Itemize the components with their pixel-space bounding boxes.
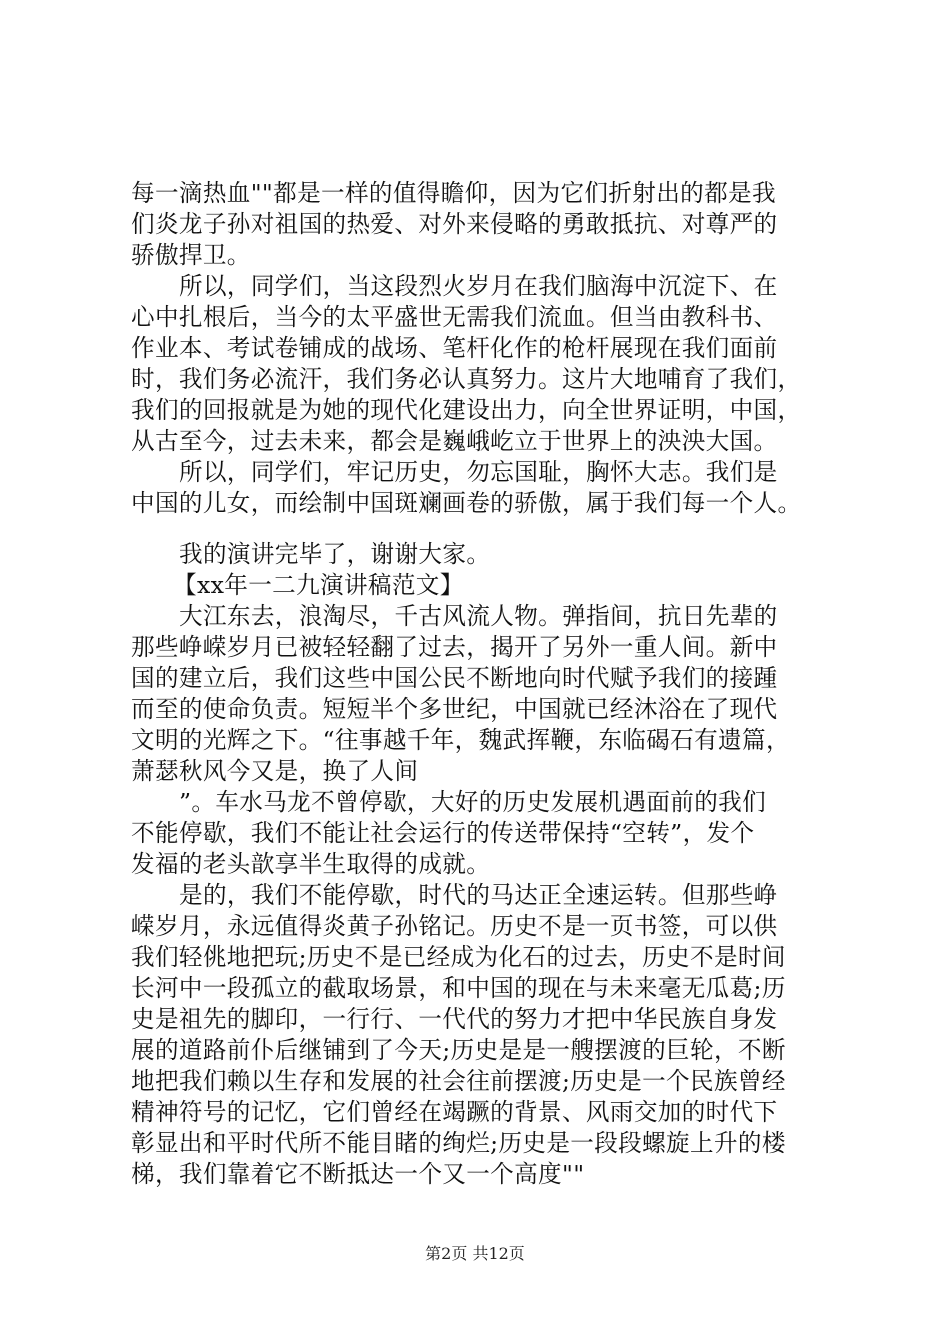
paragraph-line: 大江东去，浪淘尽，千古风流人物。弹指间，抗日先辈的 <box>179 602 778 630</box>
paragraph-line: 发福的老头歆享半生取得的成就。 <box>131 850 491 878</box>
paragraph-line: 梯，我们靠着它不断抵达一个又一个高度"" <box>131 1160 585 1188</box>
paragraph-line: 我们的回报就是为她的现代化建设出力，向全世界证明，中国， <box>131 396 802 424</box>
paragraph-line: 而至的使命负责。短短半个多世纪，中国就已经沐浴在了现代 <box>131 695 778 723</box>
paragraph-line: 所以，同学们，牢记历史，勿忘国耻，胸怀大志。我们是 <box>179 458 778 486</box>
paragraph-line: 长河中一段孤立的截取场景，和中国的现在与未来毫无瓜葛;历 <box>131 974 786 1002</box>
paragraph-line: 时，我们务必流汗，我们务必认真努力。这片大地哺育了我们， <box>131 365 802 393</box>
paragraph-line: 嵘岁月，永远值得炎黄子孙铭记。历史不是一页书签，可以供 <box>131 912 778 940</box>
paragraph-line: 展的道路前仆后继铺到了今天;历史是是一艘摆渡的巨轮，不断 <box>131 1036 786 1064</box>
paragraph-line: 精神符号的记忆，它们曾经在竭蹶的背景、风雨交加的时代下 <box>131 1098 778 1126</box>
paragraph-line: 史是祖先的脚印，一行行、一代代的努力才把中华民族自身发 <box>131 1005 778 1033</box>
paragraph-line: 骄傲捍卫。 <box>131 241 251 269</box>
paragraph-line: 心中扎根后，当今的太平盛世无需我们流血。但当由教科书、 <box>131 303 778 331</box>
paragraph-line: 不能停歇，我们不能让社会运行的传送带保持“空转”，发个 <box>131 819 755 847</box>
paragraph-line: 那些峥嵘岁月已被轻轻翻了过去，揭开了另外一重人间。新中 <box>131 633 778 661</box>
paragraph-line: 所以，同学们，当这段烈火岁月在我们脑海中沉淀下、在 <box>179 272 778 300</box>
paragraph-line: 我们轻佻地把玩;历史不是已经成为化石的过去，历史不是时间 <box>131 943 786 971</box>
paragraph-line: 地把我们赖以生存和发展的社会往前摆渡;历史是一个民族曾经 <box>131 1067 786 1095</box>
paragraph-line: 国的建立后，我们这些中国公民不断地向时代赋予我们的接踵 <box>131 664 778 692</box>
paragraph-line: 文明的光辉之下。“往事越千年，魏武挥鞭，东临碣石有遗篇， <box>131 726 790 754</box>
paragraph-line: 萧瑟秋风今又是，换了人间 <box>131 757 419 785</box>
page-number-footer: 第2页 共12页 <box>425 1244 525 1263</box>
paragraph-line: 作业本、考试卷铺成的战场、笔杆化作的枪杆展现在我们面前 <box>131 334 778 362</box>
paragraph-line: 从古至今，过去未来，都会是巍峨屹立于世界上的泱泱大国。 <box>131 427 778 455</box>
paragraph-line: ”。车水马龙不曾停歇，大好的历史发展机遇面前的我们 <box>179 788 767 816</box>
paragraph-line: 彰显出和平时代所不能目睹的绚烂;历史是一段段螺旋上升的楼 <box>131 1129 786 1157</box>
section-heading: 【xx年一二九演讲稿范文】 <box>173 571 464 599</box>
paragraph-line: 中国的儿女，而绘制中国斑斓画卷的骄傲，属于我们每一个人。 <box>131 489 802 517</box>
paragraph-line: 每一滴热血""都是一样的值得瞻仰，因为它们折射出的都是我 <box>131 179 776 207</box>
paragraph-line: 我的演讲完毕了，谢谢大家。 <box>179 540 491 568</box>
paragraph-line: 们炎龙子孙对祖国的热爱、对外来侵略的勇敢抵抗、对尊严的 <box>131 210 778 238</box>
paragraph-line: 是的，我们不能停歇，时代的马达正全速运转。但那些峥 <box>179 881 778 909</box>
